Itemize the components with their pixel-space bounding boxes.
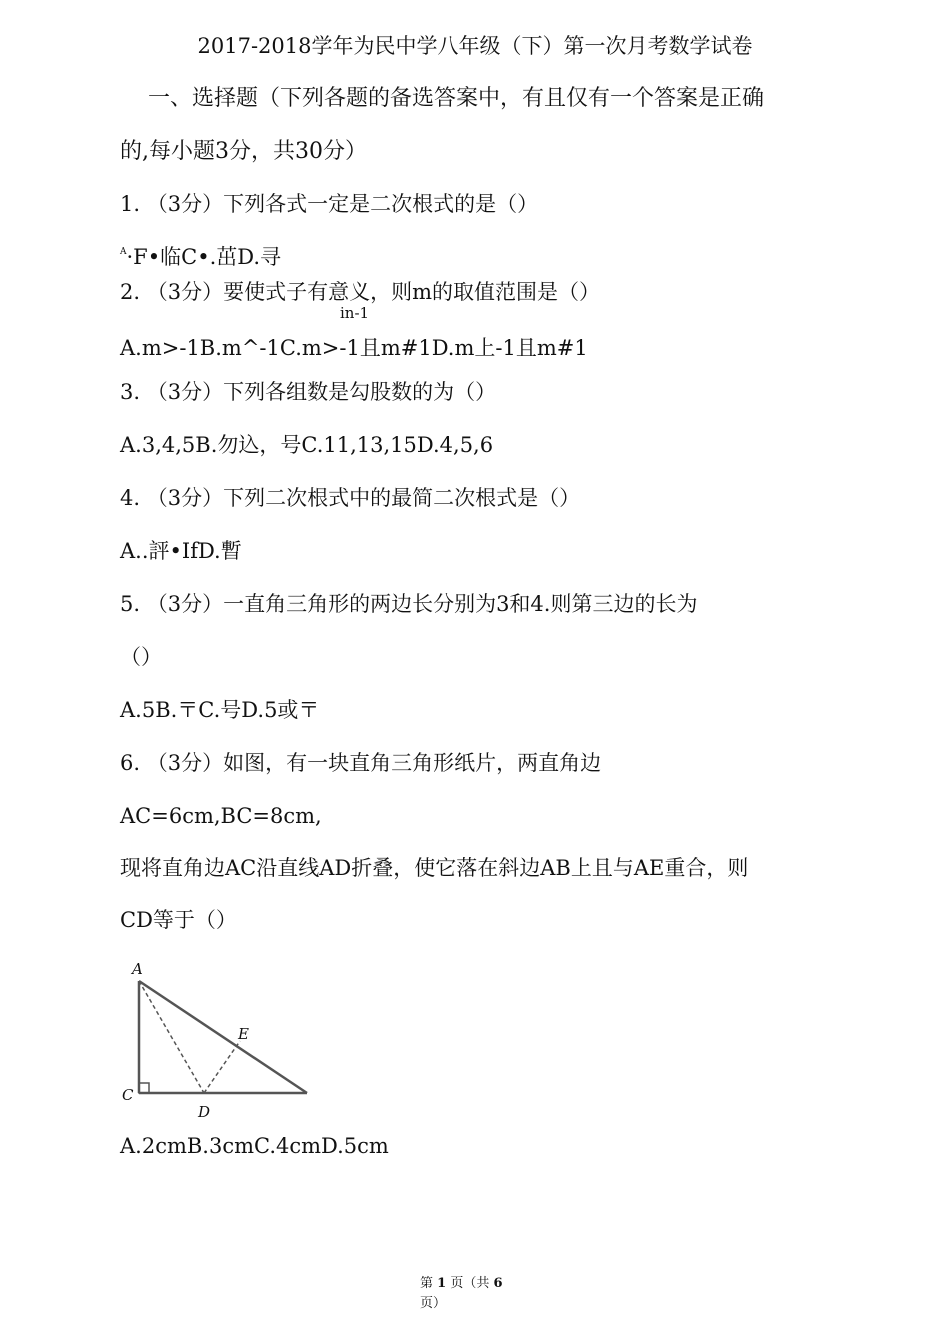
question-2-options: A.m>-1B.m^-1C.m>-1且m#1D.m上-1且m#1 (120, 336, 588, 360)
section-heading-line2: 的,每小题3分，共30分） (120, 139, 367, 164)
page-footer-suffix: 页） (420, 1296, 447, 1311)
question-4-stem: 4. （3分）下列二次根式中的最简二次根式是（） (120, 486, 581, 510)
question-1-options (120, 247, 281, 268)
exam-title: 2017-2018学年为民中学八年级（下）第一次月考数学试卷 (197, 34, 753, 58)
question-5-options: A.5B.〒C.号D.5或〒 (120, 698, 320, 722)
question-6-stem-line4: CD等于（） (120, 908, 237, 932)
label-d: D (198, 1103, 211, 1121)
question-2-fraction-denominator: in-1 (340, 304, 370, 322)
right-angle-mark (139, 1083, 149, 1093)
question-3-stem: 3. （3分）下列各组数是勾股数的为（） (120, 380, 497, 404)
triangle-figure (110, 955, 330, 1125)
footer-mid: 页（共 (450, 1276, 490, 1291)
question-3-options: A.3,4,5B.勿込，号C.11,13,15D.4,5,6 (120, 433, 494, 457)
hypotenuse-ab (139, 981, 307, 1093)
question-6-stem-line1: 6. （3分）如图，有一块直角三角形纸片，两直角边 (120, 751, 602, 775)
footer-page-num: 1 (437, 1276, 447, 1291)
question-5-stem-line2: （） (120, 645, 162, 669)
label-a: A (132, 960, 143, 978)
question-4-options: A..評•IfD.暫 (120, 539, 242, 563)
footer-total-pages: 6 (493, 1276, 503, 1291)
question-1-stem: 1. （3分）下列各式一定是二次根式的是（） (120, 192, 539, 216)
label-c: C (122, 1086, 134, 1104)
segment-de (204, 1041, 240, 1093)
footer-prefix: 第 (420, 1276, 434, 1291)
question-6-stem-line3: 现将直角边AC沿直线AD折叠，使它落在斜边AB上且与AE重合，则 (120, 856, 749, 880)
question-6-stem-line2: AC=6cm,BC=8cm, (120, 804, 322, 828)
question-2-stem: 2. （3分）要使式子有意义，则m的取值范围是（） (120, 280, 600, 304)
question-1-options-text: ·F•临C•.茁D.寻 (126, 245, 282, 269)
question-1-options-sup: A (120, 247, 127, 257)
page-footer (420, 1277, 503, 1290)
fold-line-ad (139, 981, 204, 1093)
question-5-stem-line1: 5. （3分）一直角三角形的两边长分别为3和4.则第三边的长为 (120, 592, 698, 616)
section-heading-line1: 一、选择题（下列各题的备选答案中，有且仅有一个答案是正确 (148, 86, 765, 111)
question-6-options: A.2cmB.3cmC.4cmD.5cm (120, 1134, 389, 1158)
label-e: E (238, 1025, 249, 1043)
